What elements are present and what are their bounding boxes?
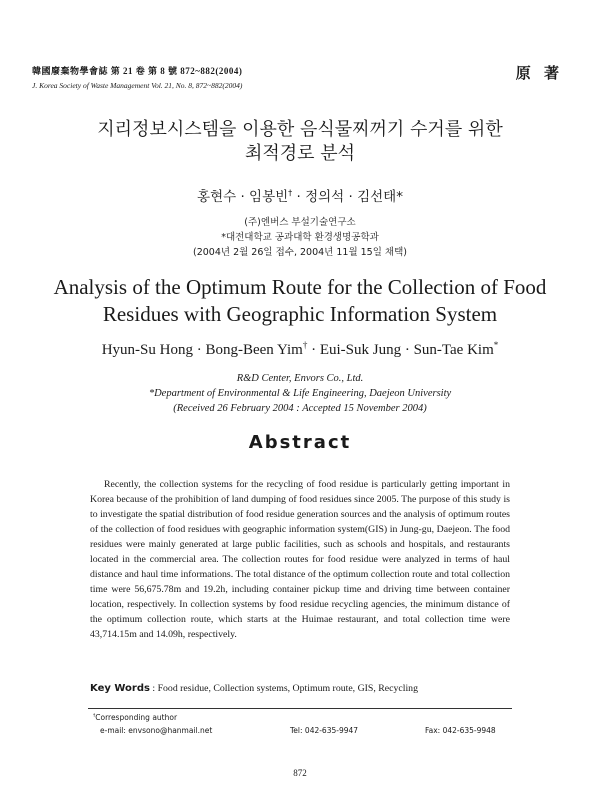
korean-authors — [0, 185, 600, 205]
korean-affiliation-2: *대전대학교 공과대학 환경생명공학과 — [221, 232, 379, 243]
journal-korean-header: 韓國廢棄物學會誌 第 21 卷 第 8 號 872~882(2004) — [32, 66, 243, 76]
page-number: 872 — [293, 768, 307, 778]
korean-title — [0, 118, 600, 166]
english-received-dates: (Received 26 February 2004 : Accepted 15 November 2004) — [173, 403, 427, 414]
korean-title-line2: 최적경로 분석 — [244, 143, 356, 164]
korean-authors-part1: 홍현수 · 임봉빈 — [197, 189, 289, 205]
korean-authors-part2: · 정의석 · 김선태* — [292, 189, 403, 205]
english-title-line2: Residues with Geographic Information System — [102, 302, 498, 326]
korean-received-dates: (2004년 2월 26일 접수, 2004년 11월 15일 채택) — [192, 247, 407, 258]
corresponding-mark: † — [288, 187, 293, 198]
abstract-body: Recently, the collection systems for the recycling of food residue is particularly getting important in Korea because of the prohibition of land dumping of food residues since 2005. The purpose of this study is to investigate the spatial distribution of food residue generation sources and the analysis of optimum routes of the collection of food residues with geographic information system(GIS) in Jung-gu, Daejeon. The food residues were mainly generated at large public facilities, such as schools and hospitals, and restaurants located in the commercial area. The collection routes for food residue were analyzed in terms of haul distance and haul time informations. The total distance of the optimum collection route and total collection time were 56,675.78m and 19.2h, including container pickup time and driving time between container location, respectively. In collection systems by food residue recycling agencies, the minimum distance of the optimum collection route, which starts at the Huimae restaurant, and total collection time were 43,714.15m and 14.09h, respectively. — [90, 479, 510, 640]
english-affil-star: * — [493, 340, 499, 350]
english-affiliation-1: R&D Center, Envors Co., Ltd. — [236, 373, 364, 384]
footnote-tel: Tel: 042-635-9947 — [290, 726, 359, 735]
english-title-line1: Analysis of the Optimum Route for the Collection of Food — [53, 275, 547, 299]
footnote-fax: Fax: 042-635-9948 — [425, 726, 496, 735]
keywords-values: : Food residue, Collection systems, Optimum route, GIS, Recycling — [152, 683, 418, 694]
footnote-corresponding-label: Corresponding author — [95, 713, 178, 722]
keywords-label: Key Words — [90, 683, 150, 694]
english-title — [0, 274, 600, 328]
korean-title-line1: 지리정보시스템을 이용한 음식물찌꺼기 수거를 위한 — [97, 119, 503, 140]
keywords-line — [90, 683, 418, 694]
footnote-divider — [88, 708, 512, 709]
journal-english-header: J. Korea Society of Waste Management Vol. 21, No. 8, 872~882(2004) — [32, 81, 243, 90]
footnote-corresponding — [93, 713, 177, 722]
english-authors-part2: · Eui-Suk Jung · Sun-Tae Kim — [307, 342, 494, 358]
footnote-email: e-mail: envsono@hanmail.net — [100, 726, 213, 735]
english-authors — [0, 340, 600, 359]
abstract-heading: Abstract — [248, 432, 352, 453]
korean-affiliation-1: (주)엔버스 부설기술연구소 — [244, 217, 356, 228]
english-affiliation-2: *Department of Environmental & Life Engineering, Daejeon University — [148, 388, 452, 399]
footnote-mark: † — [93, 713, 96, 719]
english-authors-part1: Hyun-Su Hong · Bong-Been Yim — [101, 342, 303, 358]
english-affiliations — [0, 371, 600, 416]
article-type-badge: 原 著 — [515, 64, 563, 82]
english-corresponding-mark: † — [302, 340, 308, 350]
